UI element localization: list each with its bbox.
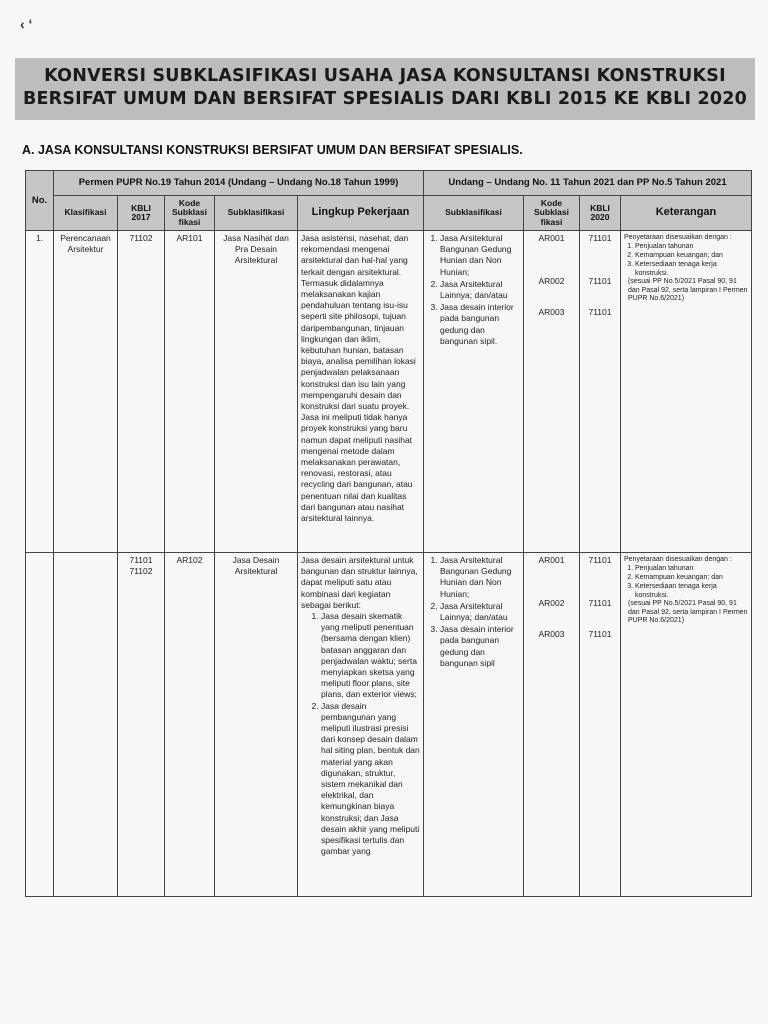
list-item: 2. Kemampuan keuangan; dan xyxy=(635,251,748,260)
kode-value: AR002 xyxy=(538,598,565,609)
section-heading: A. JASA KONSULTANSI KONSTRUKSI BERSIFAT UMUM DAN BERSIFAT SPESIALIS. xyxy=(22,143,523,157)
header-group-left: Permen PUPR No.19 Tahun 2014 (Undang – Undang No.18 Tahun 1999) xyxy=(54,171,424,196)
kode-value: AR003 xyxy=(538,307,565,318)
kbli-value: 71101 xyxy=(588,598,612,609)
cell-kbli-2020 xyxy=(580,231,621,553)
list-item: 3. Jasa desain interior pada bangunan gedung dan bangunan sipil. xyxy=(440,302,520,347)
cell-no: 1. xyxy=(26,231,54,553)
cell-klasifikasi xyxy=(54,553,118,897)
header-group-right: Undang – Undang No. 11 Tahun 2021 dan PP No.5 Tahun 2021 xyxy=(424,171,752,196)
kbli-value: 71101 xyxy=(588,276,612,287)
list-item: 1. Jasa Arsitektural Bangunan Gedung Hunian dan Non Hunian; xyxy=(440,555,520,600)
header-subklasifikasi: Subklasifikasi xyxy=(215,196,298,231)
cell-kbli-2017: 71102 xyxy=(118,231,165,553)
cell-keterangan xyxy=(621,553,752,897)
header-kode-subklasifikasi-new: Kode Subklasi fikasi xyxy=(524,196,580,231)
kode-value: AR002 xyxy=(538,276,565,287)
list-item: 2. Jasa Arsitektural Lainnya; dan/atau xyxy=(440,279,520,301)
cell-keterangan xyxy=(621,231,752,553)
kbli-value: 71101 xyxy=(588,629,612,640)
table-row xyxy=(26,231,752,553)
cell-sub-new xyxy=(424,231,524,553)
kbli-value: 71101 xyxy=(588,555,612,565)
list-item: 1. Penjualan tahunan xyxy=(635,564,748,573)
header-keterangan: Keterangan xyxy=(621,196,752,231)
cell-lingkup xyxy=(298,231,424,553)
cell-lingkup xyxy=(298,553,424,897)
cell-klasifikasi: Perencanaan Arsitektur xyxy=(54,231,118,553)
list-item: 1. Jasa desain skematik yang meliputi penentuan (bersama dengan klien) batasan anggaran dan penjadwalan waktu; serta menyiapkan sketsa yang meliputi floor plans, site plans, dan exterior views; xyxy=(321,611,420,701)
cell-no xyxy=(26,553,54,897)
corner-mark: ‹ ‘ xyxy=(20,16,33,32)
kbli-value: 71101 xyxy=(588,233,612,243)
cell-kbli-2020 xyxy=(580,553,621,897)
keterangan-note: (sesuai PP No.5/2021 Pasal 90, 91 dan Pasal 92, serta lampiran I Permen PUPR No.6/2021) xyxy=(628,600,748,624)
list-item: 2. Kemampuan keuangan; dan xyxy=(635,573,748,582)
list-item: 1. Jasa Arsitektural Bangunan Gedung Hunian dan Non Hunian; xyxy=(440,233,520,278)
lingkup-text: Jasa desain arsitektural untuk bangunan dan struktur lainnya, dapat meliputi satu atau kombinasi dari kegiatan sebagai berikut: xyxy=(301,555,418,610)
title-line-1: KONVERSI SUBKLASIFIKASI USAHA JASA KONSULTANSI KONSTRUKSI xyxy=(44,66,726,86)
kode-value: AR001 xyxy=(538,555,565,565)
cell-kode: AR102 xyxy=(165,553,215,897)
cell-sub-new xyxy=(424,553,524,897)
list-item: 3. Ketersediaan tenaga kerja konstruksi. xyxy=(635,582,748,600)
table-row xyxy=(26,553,752,897)
keterangan-intro: Penyetaraan disesuaikan dengan : xyxy=(624,234,732,241)
header-kbli-2017: KBLI 2017 xyxy=(118,196,165,231)
cell-subklasifikasi: Jasa Nasihat dan Pra Desain Arsitektural xyxy=(215,231,298,553)
kode-value: AR001 xyxy=(538,233,565,243)
list-item: 2. Jasa desain pembangunan yang meliputi ilustrasi presisi dari konsep desain dalam hal siting plan, bentuk dan material yang akan digunakan, struktur, sistem mekanikal dan elektrikal, dan kemungkinan biaya konstruksi; dan Jasa desain akhir yang meliputi spesifikasi tertulis dan gambar yang xyxy=(321,701,420,858)
header-kode-subklasifikasi: Kode Subklasi fikasi xyxy=(165,196,215,231)
header-subklasifikasi-new: Subklasifikasi xyxy=(424,196,524,231)
cell-kode: AR101 xyxy=(165,231,215,553)
list-item: 3. Jasa desain interior pada bangunan gedung dan bangunan sipil xyxy=(440,624,520,669)
list-item: 1. Penjualan tahunan xyxy=(635,242,748,251)
lingkup-text: Jasa asistensi, nasehat, dan rekomendasi mengenai arsitektural dan hal-hal yang terkait dengan arsitektural. Termasuk didalamnya melaksanakan kajian pendahuluan tentang isu-isu seperti site philosopi, tujuan daripembangunan, tinjauan lingkungan dan iklim, kebutuhan hunian, batasan biaya, analisa pemilihan lokasi penjadwalan pelaksanaan konstruksi dan isu lain yang mempengaruhi desain dan konstruksi dari suatu proyek. Jasa ini meliputi tidak hanya proyek konstruksi yang baru namun dapat meliputi nasihat mengenai metode dalam melaksanakan perawatan, renovasi, restorasi, atau recycling dari bangunan, atau penentuan nilai dan kualitas dari bangunan atau nasihat arsitektural lainnya. xyxy=(301,233,416,524)
kode-value: AR003 xyxy=(538,629,565,640)
conversion-table xyxy=(25,170,752,897)
cell-kode-new xyxy=(524,231,580,553)
header-lingkup-pekerjaan: Lingkup Pekerjaan xyxy=(298,196,424,231)
keterangan-intro: Penyetaraan disesuaikan dengan : xyxy=(624,556,732,563)
header-klasifikasi: Klasifikasi xyxy=(54,196,118,231)
cell-subklasifikasi: Jasa Desain Arsitektural xyxy=(215,553,298,897)
keterangan-note: (sesuai PP No.5/2021 Pasal 90, 91 dan Pasal 92, serta lampiran I Permen PUPR No.6/2021) xyxy=(628,278,748,302)
list-item: 3. Ketersediaan tenaga kerja konstruksi. xyxy=(635,260,748,278)
header-kbli-2020: KBLI 2020 xyxy=(580,196,621,231)
cell-kode-new xyxy=(524,553,580,897)
title-band xyxy=(15,58,755,120)
header-no: No. xyxy=(26,171,54,231)
kbli-value: 71101 xyxy=(588,307,612,318)
list-item: 2. Jasa Arsitektural Lainnya; dan/atau xyxy=(440,601,520,623)
cell-kbli-2017: 71101 71102 xyxy=(118,553,165,897)
title-line-2: BERSIFAT UMUM DAN BERSIFAT SPESIALIS DARI KBLI 2015 KE KBLI 2020 xyxy=(22,89,747,109)
